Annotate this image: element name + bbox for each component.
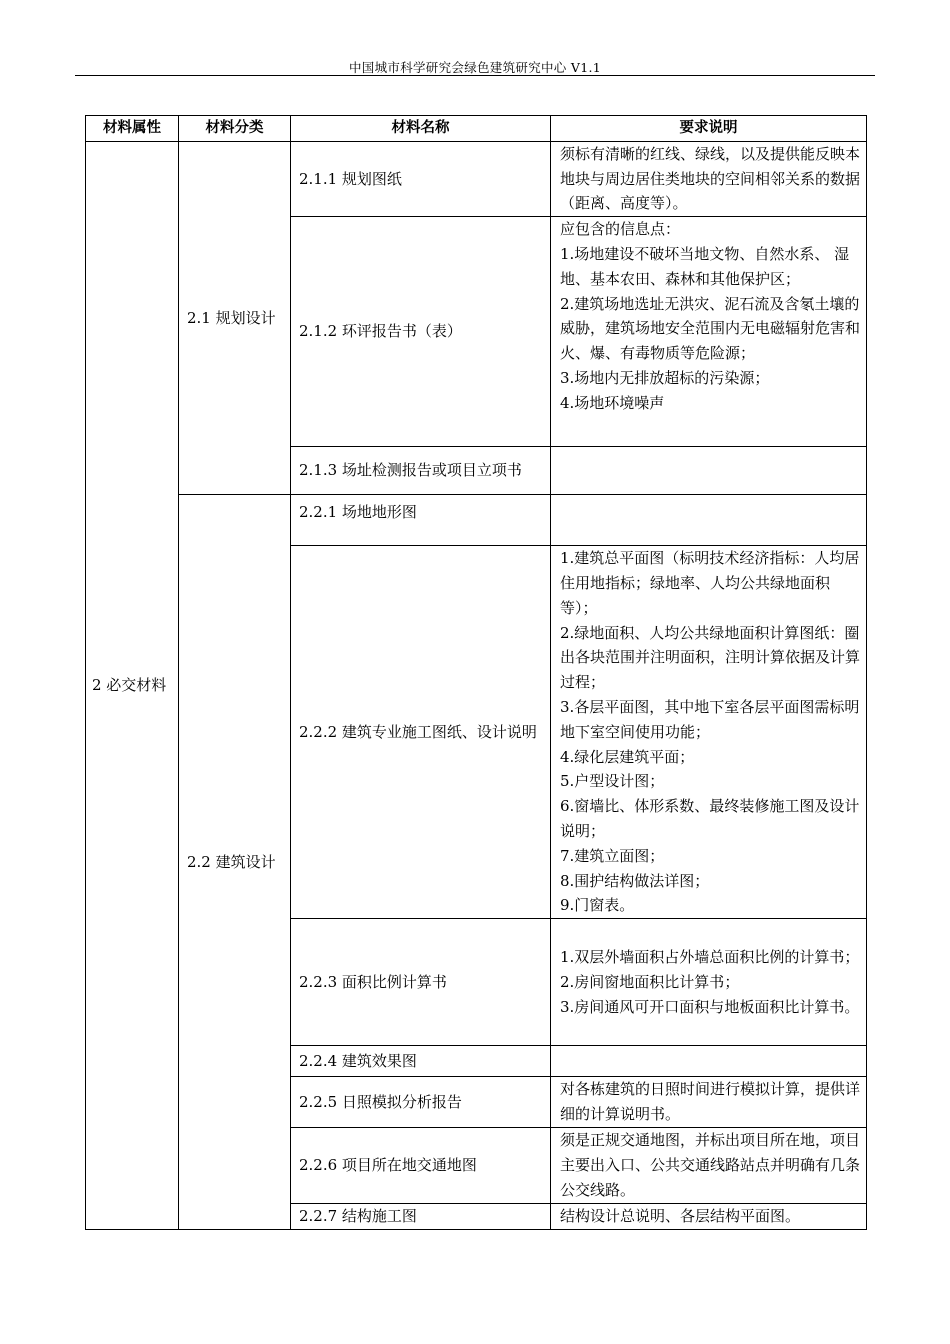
requirement-text (551, 1128, 867, 1204)
requirement-line: 8.围护结构做法详图； (560, 871, 710, 890)
requirement-line: 2.房间窗地面积比计算书； (560, 972, 740, 991)
requirement-line: 7.建筑立面图； (560, 846, 665, 865)
table-row (86, 495, 867, 546)
category-cell-planning: 2.1 规划设计 (179, 141, 291, 494)
requirement-line: 9.门窗表。 (560, 896, 635, 915)
requirement-line: 6.窗墙比、体形系数、最终装修施工图及设计说明； (560, 797, 860, 840)
material-name: 2.2.1 场地地形图 (291, 495, 551, 546)
material-name: 2.2.4 建筑效果图 (291, 1046, 551, 1077)
requirement-text (551, 1077, 867, 1128)
column-header-name: 材料名称 (291, 116, 551, 142)
column-header-attribute: 材料属性 (86, 116, 179, 142)
requirement-line: 2.建筑场地选址无洪灾、泥石流及含氡土壤的威胁，建筑场地安全范围内无电磁辐射危害和火、爆、有毒物质等危险源； (560, 294, 860, 363)
requirement-text (551, 141, 867, 216)
requirement-line: 1.建筑总平面图（标明技术经济指标：人均居住用地指标；绿地率、人均公共绿地面积等）； (560, 549, 860, 617)
material-name: 2.1.3 场址检测报告或项目立项书 (291, 447, 551, 495)
requirement-line: 2.绿地面积、人均公共绿地面积计算图纸：圈出各块范围并注明面积，注明计算依据及计算过程； (560, 623, 861, 692)
requirement-line: 3.场地内无排放超标的污染源； (560, 368, 770, 387)
material-name: 2.2.3 面积比例计算书 (291, 919, 551, 1046)
material-name: 2.1.1 规划图纸 (291, 141, 551, 216)
requirement-line: 应包含的信息点： (560, 220, 681, 239)
requirement-line: 对各栋建筑的日照时间进行模拟计算，提供详细的计算说明书。 (560, 1080, 861, 1124)
requirement-line: 须是正规交通地图，并标出项目所在地，项目主要出入口、公共交通线路站点并明确有几条公交线路。 (560, 1131, 861, 1200)
requirement-text (551, 919, 867, 1046)
requirement-text (551, 217, 867, 447)
requirement-text (551, 1204, 867, 1230)
table-header-row (86, 116, 867, 142)
requirement-text (551, 546, 867, 919)
material-name: 2.2.6 项目所在地交通地图 (291, 1128, 551, 1204)
material-name: 2.1.2 环评报告书（表） (291, 217, 551, 447)
requirement-text (551, 495, 867, 546)
header-rule (75, 75, 875, 76)
column-header-requirement: 要求说明 (551, 116, 867, 142)
requirement-line: 须标有清晰的红线、绿线，以及提供能反映本地块与周边居住类地块的空间相邻关系的数据（距离、高度等）。 (560, 144, 861, 213)
material-name: 2.2.2 建筑专业施工图纸、设计说明 (291, 546, 551, 919)
category-cell-architecture: 2.2 建筑设计 (179, 495, 291, 1230)
column-header-category: 材料分类 (179, 116, 291, 142)
requirement-line: 1.场地建设不破坏当地文物、自然水系、 湿地、基本农田、森林和其他保护区； (560, 244, 850, 288)
requirement-line: 4.场地环境噪声 (560, 393, 665, 412)
requirement-line: 5.户型设计图； (560, 772, 665, 791)
material-name: 2.2.7 结构施工图 (291, 1204, 551, 1230)
requirement-text (551, 1046, 867, 1077)
requirement-line: 4.绿化层建筑平面； (560, 747, 695, 766)
requirement-line: 3.各层平面图，其中地下室各层平面图需标明地下室空间使用功能； (560, 697, 860, 741)
requirement-line: 1.双层外墙面积占外墙总面积比例的计算书； (560, 947, 860, 966)
requirement-line: 3.房间通风可开口面积与地板面积比计算书。 (560, 997, 860, 1016)
requirement-text (551, 447, 867, 495)
materials-table (85, 115, 867, 1230)
material-name: 2.2.5 日照模拟分析报告 (291, 1077, 551, 1128)
page-header: 中国城市科学研究会绿色建筑研究中心 V1.1 (349, 60, 601, 75)
attribute-cell: 2 必交材料 (86, 141, 179, 1229)
table-row (86, 141, 867, 216)
requirement-line: 结构设计总说明、各层结构平面图。 (560, 1207, 801, 1226)
